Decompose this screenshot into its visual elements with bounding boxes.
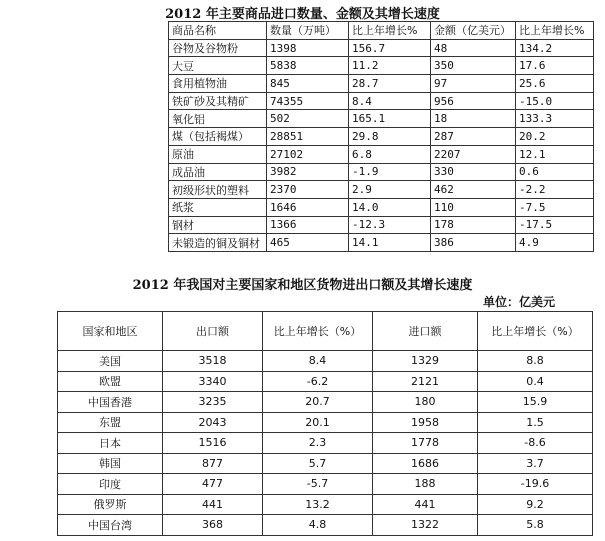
- column-header: 进口额: [373, 312, 478, 351]
- table-cell: 欧盟: [58, 371, 163, 392]
- table-cell: -2.2: [516, 181, 594, 199]
- table-cell: 韩国: [58, 453, 163, 474]
- table-cell: -8.6: [478, 433, 593, 454]
- table-cell: 1958: [373, 412, 478, 433]
- table-cell: 原油: [169, 145, 267, 163]
- table-cell: 1.5: [478, 412, 593, 433]
- table-cell: 中国香港: [58, 392, 163, 413]
- column-header: 金额（亿美元）: [431, 22, 516, 40]
- table-cell: 845: [267, 75, 349, 93]
- table-cell: 4.9: [516, 234, 594, 252]
- column-header: 比上年增长（%）: [263, 312, 373, 351]
- table-row: [169, 234, 594, 252]
- table-cell: 74355: [267, 92, 349, 110]
- table-cell: 氧化铝: [169, 110, 267, 128]
- table-cell: 9.2: [478, 494, 593, 515]
- commodity-import-table: [168, 21, 594, 252]
- table-cell: 2043: [163, 412, 263, 433]
- table-cell: 2121: [373, 371, 478, 392]
- table-cell: 110: [431, 198, 516, 216]
- table-cell: -12.3: [349, 216, 431, 234]
- table-cell: 956: [431, 92, 516, 110]
- table2-unit: 单位：亿美元: [482, 295, 555, 309]
- table-cell: 3235: [163, 392, 263, 413]
- table-cell: 165.1: [349, 110, 431, 128]
- table-cell: 48: [431, 39, 516, 57]
- table-cell: 0.4: [478, 371, 593, 392]
- table-row: [169, 181, 594, 199]
- table-cell: 13.2: [263, 494, 373, 515]
- table-cell: 462: [431, 181, 516, 199]
- table-cell: 2.3: [263, 433, 373, 454]
- table-cell: 386: [431, 234, 516, 252]
- table-row: [58, 474, 593, 495]
- trade-partner-table: [57, 311, 593, 536]
- table-cell: 钢材: [169, 216, 267, 234]
- table-cell: 日本: [58, 433, 163, 454]
- table-cell: 465: [267, 234, 349, 252]
- table-row: [169, 145, 594, 163]
- table-cell: 441: [373, 494, 478, 515]
- table-cell: -1.9: [349, 163, 431, 181]
- table-cell: 3518: [163, 351, 263, 372]
- table-cell: 3340: [163, 371, 263, 392]
- table-cell: 1686: [373, 453, 478, 474]
- table-cell: 877: [163, 453, 263, 474]
- table2-title: 2012 年我国对主要国家和地区货物进出口额及其增长速度: [132, 278, 473, 293]
- table-cell: 28851: [267, 128, 349, 146]
- table-row: [58, 433, 593, 454]
- table-cell: 未锻造的铜及铜材: [169, 234, 267, 252]
- table-row: [169, 57, 594, 75]
- table-cell: 20.1: [263, 412, 373, 433]
- table-cell: 4.8: [263, 515, 373, 536]
- table-cell: 8.4: [349, 92, 431, 110]
- table-cell: 14.0: [349, 198, 431, 216]
- table-row: [58, 453, 593, 474]
- table-cell: 25.6: [516, 75, 594, 93]
- table-row: [58, 412, 593, 433]
- table-cell: 18: [431, 110, 516, 128]
- table-cell: 2207: [431, 145, 516, 163]
- table-cell: -7.5: [516, 198, 594, 216]
- table-cell: 初级形状的塑料: [169, 181, 267, 199]
- table-row: [169, 163, 594, 181]
- table-row: [58, 494, 593, 515]
- table-cell: 11.2: [349, 57, 431, 75]
- table-cell: 133.3: [516, 110, 594, 128]
- table-cell: 368: [163, 515, 263, 536]
- table-cell: 2370: [267, 181, 349, 199]
- table-cell: 287: [431, 128, 516, 146]
- table-cell: 20.2: [516, 128, 594, 146]
- table-cell: 17.6: [516, 57, 594, 75]
- table-cell: 1329: [373, 351, 478, 372]
- table-row: [58, 351, 593, 372]
- column-header: 比上年增长%: [349, 22, 431, 40]
- table-cell: 8.4: [263, 351, 373, 372]
- table-cell: 5.7: [263, 453, 373, 474]
- table-cell: 1778: [373, 433, 478, 454]
- table-cell: -6.2: [263, 371, 373, 392]
- header-row: [169, 22, 594, 40]
- table-cell: -5.7: [263, 474, 373, 495]
- column-header: 国家和地区: [58, 312, 163, 351]
- table-cell: 煤（包括褐煤）: [169, 128, 267, 146]
- table-cell: 纸浆: [169, 198, 267, 216]
- table-cell: 1398: [267, 39, 349, 57]
- table-cell: 27102: [267, 145, 349, 163]
- table1-title: 2012 年主要商品进口数量、金额及其增长速度: [165, 7, 440, 22]
- table-row: [58, 371, 593, 392]
- table-cell: 188: [373, 474, 478, 495]
- table-row: [169, 216, 594, 234]
- table-cell: 5838: [267, 57, 349, 75]
- table-cell: 97: [431, 75, 516, 93]
- table-cell: 美国: [58, 351, 163, 372]
- table-cell: 15.9: [478, 392, 593, 413]
- table-cell: -17.5: [516, 216, 594, 234]
- table-cell: 3982: [267, 163, 349, 181]
- table-cell: 350: [431, 57, 516, 75]
- table-cell: 28.7: [349, 75, 431, 93]
- column-header: 比上年增长%: [516, 22, 594, 40]
- table-cell: 502: [267, 110, 349, 128]
- table-cell: 成品油: [169, 163, 267, 181]
- table-row: [58, 392, 593, 413]
- table-cell: 5.8: [478, 515, 593, 536]
- table-cell: 2.9: [349, 181, 431, 199]
- table-cell: 330: [431, 163, 516, 181]
- column-header: 出口额: [163, 312, 263, 351]
- table-row: [169, 92, 594, 110]
- table-cell: 441: [163, 494, 263, 515]
- table-cell: 178: [431, 216, 516, 234]
- table-cell: 180: [373, 392, 478, 413]
- table-row: [58, 515, 593, 536]
- table-row: [169, 75, 594, 93]
- table-cell: 156.7: [349, 39, 431, 57]
- table-cell: 6.8: [349, 145, 431, 163]
- table-row: [169, 39, 594, 57]
- table-cell: 0.6: [516, 163, 594, 181]
- table-cell: 铁矿砂及其精矿: [169, 92, 267, 110]
- table-cell: 3.7: [478, 453, 593, 474]
- table-cell: 14.1: [349, 234, 431, 252]
- table-cell: 1646: [267, 198, 349, 216]
- table-cell: 12.1: [516, 145, 594, 163]
- column-header: 比上年增长（%）: [478, 312, 593, 351]
- table-cell: 477: [163, 474, 263, 495]
- table-cell: 大豆: [169, 57, 267, 75]
- table-cell: 俄罗斯: [58, 494, 163, 515]
- table-cell: 1516: [163, 433, 263, 454]
- table-cell: 29.8: [349, 128, 431, 146]
- table-cell: 东盟: [58, 412, 163, 433]
- table-cell: 8.8: [478, 351, 593, 372]
- table-cell: 1366: [267, 216, 349, 234]
- table-cell: 20.7: [263, 392, 373, 413]
- trade-partner-table-body: [58, 312, 593, 536]
- table-cell: 134.2: [516, 39, 594, 57]
- commodity-import-table-body: [169, 22, 594, 252]
- table-cell: 1322: [373, 515, 478, 536]
- table-row: [169, 110, 594, 128]
- table-cell: -19.6: [478, 474, 593, 495]
- table-cell: 食用植物油: [169, 75, 267, 93]
- table-cell: 印度: [58, 474, 163, 495]
- table-cell: 谷物及谷物粉: [169, 39, 267, 57]
- table-cell: -15.0: [516, 92, 594, 110]
- table-cell: 中国台湾: [58, 515, 163, 536]
- header-row: [58, 312, 593, 351]
- column-header: 数量（万吨）: [267, 22, 349, 40]
- table-row: [169, 128, 594, 146]
- column-header: 商品名称: [169, 22, 267, 40]
- table-row: [169, 198, 594, 216]
